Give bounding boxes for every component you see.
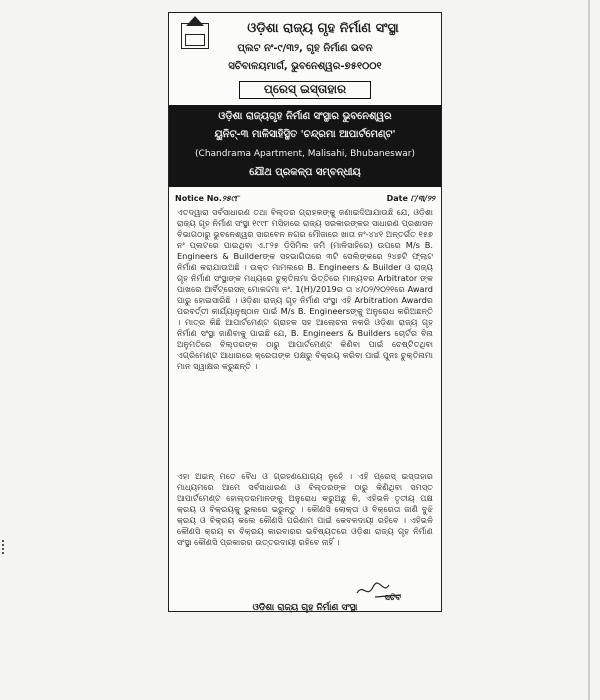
notice-number-value: ୨୫୯୮ bbox=[221, 193, 240, 203]
notice-number-label: Notice No. bbox=[175, 194, 222, 203]
notice-date bbox=[387, 193, 435, 204]
subject-banner bbox=[169, 105, 441, 187]
scan-edge bbox=[588, 0, 590, 700]
press-notice-clipping bbox=[168, 12, 442, 612]
signatory-org: ଓଡ଼ିଶା ରାଜ୍ୟ ଗୃହ ନିର୍ମାଣ ସଂସ୍ଥା bbox=[252, 603, 358, 613]
notice-paragraph-2: ଏହା ଅଇନ୍ ମତେ ବୈଧ ଓ ଗ୍ରହଣଯୋଗ୍ୟ ନୁହେଁ । ଏହି ପ୍ରେସ୍ ଇସ୍ତାହାର ମାଧ୍ୟମରେ ଆମେ ସର୍ବସାଧାରଣ ଓ ବିଲ୍ଡରଙ୍କ ଠାରୁ କିଣିଥିବା ସମସ୍ତ ଆପାର୍ଟମେଣ୍ଟ ହୋଲ୍ଡରମାନଙ୍କୁ ଅନୁରୋଧ କରୁଅଛୁ କି, ଏହିଭଳି ତୃତୀୟ ପକ୍ଷ କ୍ରୟ ଓ ବିକ୍ରୟକୁ ଭୁଲରେ ଭରୁନ୍ତୁ । କୌଣସି ଲୋକ୍ତା ଓ ବିକ୍ରେତା ଜାଣି ବୁଝି କ୍ରୟ ଓ ବିକ୍ରୟ କଲେ କୌଣସି ପରିଣାମ ପାଇଁ କେବଳଦାୟୀ ରହିବେ । ଏହିଭଳି କୌଣସି କ୍ରୟ ବା ବିକ୍ରୟ କାରବାରର ଭବିଷ୍ୟତରେ ଓଡ଼ିଶା ରାଜ୍ୟ ଗୃହ ନିର୍ମାଣ ସଂସ୍ଥା କୌଣସି ପ୍ରକାରର ଉତ୍ତରଦାୟୀ ରହିବେ ନାହିଁ । bbox=[177, 471, 433, 547]
notice-paragraph-1: ଏତଦ୍ୱାରା ସର୍ବସାଧାରଣ ତଥା ବିଲ୍ଡର ଗ୍ରାହକଙ୍କୁ ଜଣାଇଦିଆଯାଉଛି ଯେ, ଓଡ଼ିଶା ରାଜ୍ୟ ଗୃହ ନିର୍ମାଣ ସଂସ୍ଥା ୧୯୯୮ ମସିହାରେ ରାଜ୍ୟ ସରକାରଙ୍କର ସାଧାରଣ ପ୍ରଶାସନ ବିଭାଗଠାରୁ ଭୁବନେଶ୍ୱର ସାରବେନ ନଗର ମୌଜାରେ ଖାତା ନଂ-୪୪୧ ଅନ୍ତର୍ଗତ ୧୫୭ ନଂ ପ୍ଲଟରେ ପାଇଥିବା ଏ.୮୨୫ ଡ଼ିସିମିଲ ଜମି (ମାଳିସାହିରେ) ଉପରେ M/s B. Engineers & Builderଙ୍କ ସହଭାଗିତାରେ ୩ଟି ସେଲିଙ୍କରେ ୨୪୭ଟି ଫ୍ଲାଟ ନିର୍ମାଣ କରାଯାଉଅଛି । ଉକ୍ତ ମାମଲରେ B. Engineers & Builder ଓ ରାଜ୍ୟ ଗୃହ ନିର୍ମାଣ ସଂସ୍ଥାଙ୍କ ମଧ୍ୟରେ ଚୁକ୍ତିନାମା ଭିତ୍ତିରେ ମାନ୍ୟବର Arbitrator ଙ୍କ ପାଖରେ ଆର୍ବିଟ୍ରେସନ୍ ମୋକଦ୍ଦମା ନଂ. 1(H)/2019ର ତା ୪/୦୨/୨୦୨୧ରେ Award ପାରୁ ହୋଇସାରିଛି । ଓଡ଼ିଶା ରାଜ୍ୟ ଗୃହ ନିର୍ମାଣ ସଂସ୍ଥା ଏହି Arbitration Awardର ପରବର୍ତ୍ତୀ କାର୍ଯ୍ୟାନୁଷ୍ଠାନ ପାଇଁ M/s B. Engineersଙ୍କୁ ଅନୁରୋଧ କରିଅଛନ୍ତି । ମାତ୍ର କିଛି ଆପାର୍ଟମେଣ୍ଟ ଗ୍ରାହକ ସହ ଆଲୋଚନା ନକରି ଓଡ଼ିଶା ରାଜ୍ୟ ଗୃହ ନିର୍ମାଣ ସଂସ୍ଥା ଜାଣିବାକୁ ପାଇଛି ଯେ, B. Engineers & Builders ଚୋର୍ଟର ବିନା ଅନୁମତିରେ ବିଲ୍ଡରଙ୍କ ଠାରୁ ଆପାର୍ଟମେଣ୍ଟ କିଣିବା ପାଇଁ ଚେଷ୍ଟିତଥିବା ଏଗ୍ରିମେଣ୍ଟ ଆଧାରରେ କ୍ରେତାଙ୍କ ପକ୍ଷରୁ ବିକ୍ରୟ କରିବା ପାଇଁ ପୁନଃ ଚୁକ୍ତିନାମା ମାନ ସ୍ୱାକ୍ଷର କରୁଛନ୍ତି । bbox=[177, 207, 433, 371]
press-release-label: ପ୍ରେସ୍ ଇସ୍ତାହାର bbox=[239, 81, 371, 99]
signatory bbox=[169, 593, 441, 613]
date-label: Date bbox=[386, 194, 408, 203]
signature-title: ସଚିବ bbox=[384, 593, 401, 602]
scan-speck bbox=[2, 540, 7, 554]
notice-header bbox=[169, 13, 441, 99]
banner-line-4: ଯୌଥ ପ୍ରକଳ୍ପ ସମ୍ବନ୍ଧୀୟ bbox=[249, 167, 361, 178]
org-name: ଓଡ଼ିଶା ରାଜ୍ୟ ଗୃହ ନିର୍ମାଣ ସଂସ୍ଥା bbox=[247, 21, 399, 36]
banner-line-3: (Chandrama Apartment, Malisahi, Bhubaneswar) bbox=[195, 149, 415, 159]
notice-meta bbox=[175, 193, 435, 205]
date-value: ୮/୩/୨୨ bbox=[410, 193, 435, 203]
banner-line-2: ୟୁନିଟ୍-୩ ମାଳିସାହିସ୍ଥିତ 'ଚନ୍ଦ୍ରମା ଆପାର୍ଟମେଣ୍ଟ' bbox=[214, 129, 396, 140]
notice-number bbox=[175, 193, 239, 204]
address-line-2: ସଚିବାଳୟମାର୍ଗ, ଭୁବନେଶ୍ୱର-୭୫୧୦୦୧ bbox=[228, 61, 382, 72]
banner-line-1: ଓଡ଼ିଶା ରାଜ୍ୟଗୃହ ନିର୍ମାଣ ସଂସ୍ଥାର ଭୁବନେଶ୍ୱର bbox=[218, 111, 392, 122]
address-line-1: ପ୍ଲଟ ନଂ-୯/୩୨, ଗୃହ ନିର୍ମାଣ ଭବନ bbox=[237, 43, 373, 54]
